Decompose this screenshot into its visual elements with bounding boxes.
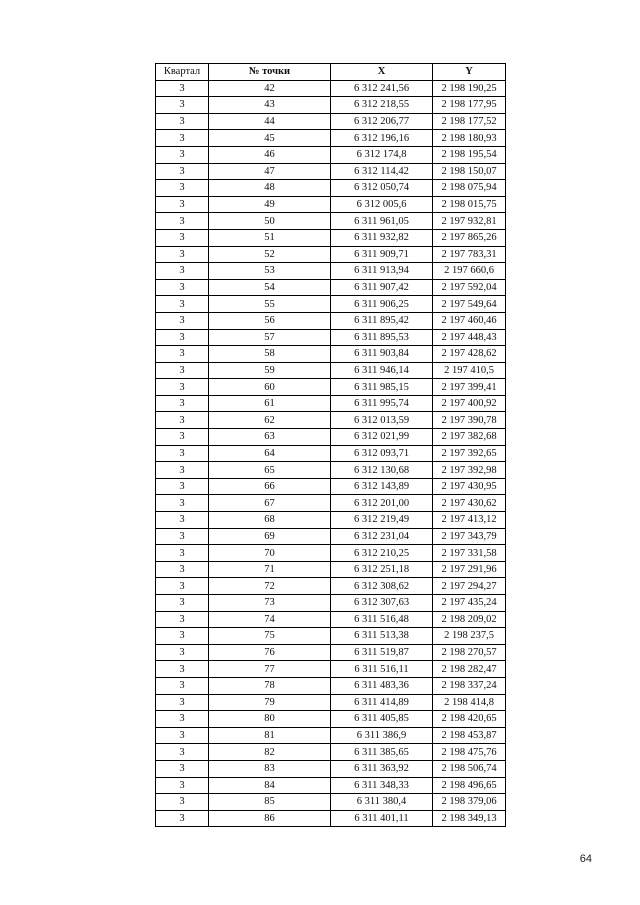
cell-quarter: 3 — [156, 213, 209, 230]
cell-quarter: 3 — [156, 462, 209, 479]
table-header-row — [156, 64, 506, 81]
table-row — [156, 561, 506, 578]
cell-y: 2 197 660,6 — [433, 263, 506, 280]
cell-quarter: 3 — [156, 545, 209, 562]
cell-y: 2 198 379,06 — [433, 794, 506, 811]
cell-point-number: 59 — [209, 362, 331, 379]
table-row — [156, 794, 506, 811]
cell-point-number: 82 — [209, 744, 331, 761]
cell-quarter: 3 — [156, 395, 209, 412]
table-row — [156, 661, 506, 678]
cell-point-number: 74 — [209, 611, 331, 628]
cell-x: 6 312 143,89 — [331, 478, 433, 495]
cell-y: 2 197 399,41 — [433, 379, 506, 396]
cell-x: 6 312 201,00 — [331, 495, 433, 512]
cell-quarter: 3 — [156, 810, 209, 827]
cell-point-number: 80 — [209, 711, 331, 728]
cell-x: 6 312 219,49 — [331, 512, 433, 529]
cell-y: 2 198 506,74 — [433, 760, 506, 777]
column-header-y: Y — [433, 64, 506, 81]
table-row — [156, 130, 506, 147]
cell-quarter: 3 — [156, 744, 209, 761]
table-row — [156, 296, 506, 313]
cell-x: 6 311 386,9 — [331, 727, 433, 744]
cell-y: 2 198 209,02 — [433, 611, 506, 628]
cell-x: 6 311 401,11 — [331, 810, 433, 827]
cell-x: 6 311 913,94 — [331, 263, 433, 280]
cell-x: 6 312 231,04 — [331, 528, 433, 545]
cell-point-number: 60 — [209, 379, 331, 396]
cell-y: 2 197 294,27 — [433, 578, 506, 595]
table-row — [156, 810, 506, 827]
table-row — [156, 163, 506, 180]
cell-quarter: 3 — [156, 512, 209, 529]
table-row — [156, 246, 506, 263]
table-row — [156, 744, 506, 761]
cell-x: 6 311 516,11 — [331, 661, 433, 678]
cell-point-number: 47 — [209, 163, 331, 180]
cell-quarter: 3 — [156, 677, 209, 694]
cell-quarter: 3 — [156, 130, 209, 147]
cell-quarter: 3 — [156, 727, 209, 744]
table-row — [156, 760, 506, 777]
cell-point-number: 48 — [209, 180, 331, 197]
cell-x: 6 312 050,74 — [331, 180, 433, 197]
cell-x: 6 312 196,16 — [331, 130, 433, 147]
cell-y: 2 197 413,12 — [433, 512, 506, 529]
cell-quarter: 3 — [156, 445, 209, 462]
table-row — [156, 677, 506, 694]
cell-quarter: 3 — [156, 644, 209, 661]
cell-point-number: 55 — [209, 296, 331, 313]
cell-x: 6 311 363,92 — [331, 760, 433, 777]
cell-point-number: 58 — [209, 346, 331, 363]
cell-quarter: 3 — [156, 528, 209, 545]
cell-y: 2 197 410,5 — [433, 362, 506, 379]
cell-y: 2 198 337,24 — [433, 677, 506, 694]
cell-quarter: 3 — [156, 760, 209, 777]
cell-y: 2 197 331,58 — [433, 545, 506, 562]
cell-point-number: 49 — [209, 196, 331, 213]
cell-quarter: 3 — [156, 595, 209, 612]
cell-y: 2 197 430,62 — [433, 495, 506, 512]
cell-y: 2 198 177,52 — [433, 113, 506, 130]
cell-point-number: 63 — [209, 429, 331, 446]
cell-point-number: 75 — [209, 628, 331, 645]
cell-y: 2 198 349,13 — [433, 810, 506, 827]
cell-x: 6 311 513,38 — [331, 628, 433, 645]
cell-y: 2 197 865,26 — [433, 229, 506, 246]
table-row — [156, 429, 506, 446]
table-row — [156, 644, 506, 661]
cell-quarter: 3 — [156, 478, 209, 495]
cell-y: 2 198 237,5 — [433, 628, 506, 645]
table-row — [156, 379, 506, 396]
cell-point-number: 57 — [209, 329, 331, 346]
cell-point-number: 68 — [209, 512, 331, 529]
cell-point-number: 45 — [209, 130, 331, 147]
cell-y: 2 197 291,96 — [433, 561, 506, 578]
table-row — [156, 727, 506, 744]
table-row — [156, 412, 506, 429]
cell-x: 6 311 909,71 — [331, 246, 433, 263]
cell-y: 2 198 180,93 — [433, 130, 506, 147]
table-row — [156, 312, 506, 329]
cell-point-number: 69 — [209, 528, 331, 545]
cell-x: 6 312 210,25 — [331, 545, 433, 562]
cell-quarter: 3 — [156, 312, 209, 329]
cell-x: 6 311 516,48 — [331, 611, 433, 628]
cell-quarter: 3 — [156, 777, 209, 794]
cell-point-number: 83 — [209, 760, 331, 777]
cell-point-number: 67 — [209, 495, 331, 512]
cell-point-number: 44 — [209, 113, 331, 130]
cell-x: 6 311 414,89 — [331, 694, 433, 711]
cell-x: 6 311 519,87 — [331, 644, 433, 661]
cell-x: 6 312 308,62 — [331, 578, 433, 595]
cell-y: 2 197 460,46 — [433, 312, 506, 329]
cell-point-number: 56 — [209, 312, 331, 329]
table-row — [156, 395, 506, 412]
table-row — [156, 263, 506, 280]
cell-quarter: 3 — [156, 379, 209, 396]
cell-point-number: 42 — [209, 80, 331, 97]
table-row — [156, 578, 506, 595]
cell-x: 6 311 907,42 — [331, 279, 433, 296]
table-row — [156, 495, 506, 512]
cell-quarter: 3 — [156, 661, 209, 678]
cell-x: 6 311 903,84 — [331, 346, 433, 363]
cell-quarter: 3 — [156, 429, 209, 446]
cell-quarter: 3 — [156, 578, 209, 595]
cell-y: 2 197 932,81 — [433, 213, 506, 230]
cell-point-number: 70 — [209, 545, 331, 562]
cell-x: 6 311 995,74 — [331, 395, 433, 412]
cell-x: 6 311 895,42 — [331, 312, 433, 329]
cell-point-number: 78 — [209, 677, 331, 694]
cell-x: 6 311 932,82 — [331, 229, 433, 246]
cell-y: 2 198 075,94 — [433, 180, 506, 197]
table-row — [156, 80, 506, 97]
cell-y: 2 198 270,57 — [433, 644, 506, 661]
cell-quarter: 3 — [156, 628, 209, 645]
table-row — [156, 97, 506, 114]
cell-quarter: 3 — [156, 97, 209, 114]
cell-quarter: 3 — [156, 794, 209, 811]
cell-y: 2 198 195,54 — [433, 146, 506, 163]
cell-quarter: 3 — [156, 113, 209, 130]
cell-x: 6 312 251,18 — [331, 561, 433, 578]
cell-quarter: 3 — [156, 146, 209, 163]
cell-y: 2 197 592,04 — [433, 279, 506, 296]
table-row — [156, 279, 506, 296]
cell-x: 6 312 021,99 — [331, 429, 433, 446]
cell-y: 2 198 453,87 — [433, 727, 506, 744]
cell-y: 2 197 390,78 — [433, 412, 506, 429]
table-row — [156, 146, 506, 163]
table-row — [156, 445, 506, 462]
cell-y: 2 198 015,75 — [433, 196, 506, 213]
cell-quarter: 3 — [156, 246, 209, 263]
table-row — [156, 229, 506, 246]
cell-y: 2 198 150,07 — [433, 163, 506, 180]
cell-point-number: 79 — [209, 694, 331, 711]
cell-x: 6 311 483,36 — [331, 677, 433, 694]
cell-point-number: 81 — [209, 727, 331, 744]
table-row — [156, 694, 506, 711]
table-row — [156, 512, 506, 529]
cell-x: 6 311 385,65 — [331, 744, 433, 761]
cell-quarter: 3 — [156, 229, 209, 246]
table-row — [156, 628, 506, 645]
table-row — [156, 462, 506, 479]
cell-quarter: 3 — [156, 180, 209, 197]
cell-point-number: 72 — [209, 578, 331, 595]
table-row — [156, 528, 506, 545]
cell-point-number: 54 — [209, 279, 331, 296]
cell-point-number: 62 — [209, 412, 331, 429]
cell-point-number: 46 — [209, 146, 331, 163]
page-number: 64 — [579, 853, 592, 865]
cell-x: 6 311 946,14 — [331, 362, 433, 379]
cell-y: 2 197 428,62 — [433, 346, 506, 363]
table-row — [156, 777, 506, 794]
cell-quarter: 3 — [156, 611, 209, 628]
cell-quarter: 3 — [156, 329, 209, 346]
table-row — [156, 180, 506, 197]
cell-quarter: 3 — [156, 412, 209, 429]
cell-x: 6 311 906,25 — [331, 296, 433, 313]
cell-x: 6 312 241,56 — [331, 80, 433, 97]
cell-quarter: 3 — [156, 263, 209, 280]
table-row — [156, 478, 506, 495]
cell-x: 6 312 206,77 — [331, 113, 433, 130]
cell-x: 6 312 130,68 — [331, 462, 433, 479]
cell-point-number: 77 — [209, 661, 331, 678]
cell-point-number: 76 — [209, 644, 331, 661]
cell-point-number: 61 — [209, 395, 331, 412]
cell-y: 2 197 392,65 — [433, 445, 506, 462]
cell-y: 2 197 783,31 — [433, 246, 506, 263]
table-row — [156, 346, 506, 363]
cell-point-number: 51 — [209, 229, 331, 246]
cell-y: 2 197 392,98 — [433, 462, 506, 479]
cell-y: 2 198 414,8 — [433, 694, 506, 711]
cell-point-number: 52 — [209, 246, 331, 263]
cell-point-number: 85 — [209, 794, 331, 811]
table-row — [156, 595, 506, 612]
cell-x: 6 311 895,53 — [331, 329, 433, 346]
cell-point-number: 65 — [209, 462, 331, 479]
cell-point-number: 71 — [209, 561, 331, 578]
cell-quarter: 3 — [156, 561, 209, 578]
cell-x: 6 311 380,4 — [331, 794, 433, 811]
cell-y: 2 197 400,92 — [433, 395, 506, 412]
cell-quarter: 3 — [156, 495, 209, 512]
cell-x: 6 312 005,6 — [331, 196, 433, 213]
cell-quarter: 3 — [156, 279, 209, 296]
cell-quarter: 3 — [156, 346, 209, 363]
cell-quarter: 3 — [156, 163, 209, 180]
cell-x: 6 312 307,63 — [331, 595, 433, 612]
cell-x: 6 311 985,15 — [331, 379, 433, 396]
cell-y: 2 198 496,65 — [433, 777, 506, 794]
cell-quarter: 3 — [156, 694, 209, 711]
column-header-point-number: № точки — [209, 64, 331, 81]
cell-x: 6 311 348,33 — [331, 777, 433, 794]
cell-x: 6 312 218,55 — [331, 97, 433, 114]
table-row — [156, 329, 506, 346]
cell-y: 2 197 382,68 — [433, 429, 506, 446]
cell-point-number: 64 — [209, 445, 331, 462]
cell-x: 6 312 114,42 — [331, 163, 433, 180]
cell-y: 2 198 190,25 — [433, 80, 506, 97]
cell-y: 2 197 430,95 — [433, 478, 506, 495]
table-row — [156, 362, 506, 379]
cell-y: 2 197 435,24 — [433, 595, 506, 612]
cell-x: 6 311 961,05 — [331, 213, 433, 230]
cell-point-number: 66 — [209, 478, 331, 495]
table-row — [156, 611, 506, 628]
table-row — [156, 711, 506, 728]
cell-x: 6 312 093,71 — [331, 445, 433, 462]
cell-quarter: 3 — [156, 296, 209, 313]
cell-y: 2 198 177,95 — [433, 97, 506, 114]
cell-point-number: 50 — [209, 213, 331, 230]
cell-point-number: 73 — [209, 595, 331, 612]
table-row — [156, 113, 506, 130]
cell-x: 6 311 405,85 — [331, 711, 433, 728]
column-header-quarter: Квартал — [156, 64, 209, 81]
column-header-x: X — [331, 64, 433, 81]
cell-y: 2 198 420,65 — [433, 711, 506, 728]
cell-quarter: 3 — [156, 711, 209, 728]
cell-point-number: 43 — [209, 97, 331, 114]
table-row — [156, 196, 506, 213]
cell-y: 2 197 448,43 — [433, 329, 506, 346]
coordinates-table — [155, 63, 506, 827]
cell-point-number: 86 — [209, 810, 331, 827]
table-body — [156, 80, 506, 827]
cell-y: 2 198 282,47 — [433, 661, 506, 678]
cell-x: 6 312 013,59 — [331, 412, 433, 429]
cell-point-number: 84 — [209, 777, 331, 794]
cell-y: 2 197 343,79 — [433, 528, 506, 545]
cell-point-number: 53 — [209, 263, 331, 280]
table-row — [156, 213, 506, 230]
table-row — [156, 545, 506, 562]
cell-quarter: 3 — [156, 80, 209, 97]
cell-quarter: 3 — [156, 196, 209, 213]
cell-y: 2 197 549,64 — [433, 296, 506, 313]
cell-y: 2 198 475,76 — [433, 744, 506, 761]
cell-quarter: 3 — [156, 362, 209, 379]
cell-x: 6 312 174,8 — [331, 146, 433, 163]
